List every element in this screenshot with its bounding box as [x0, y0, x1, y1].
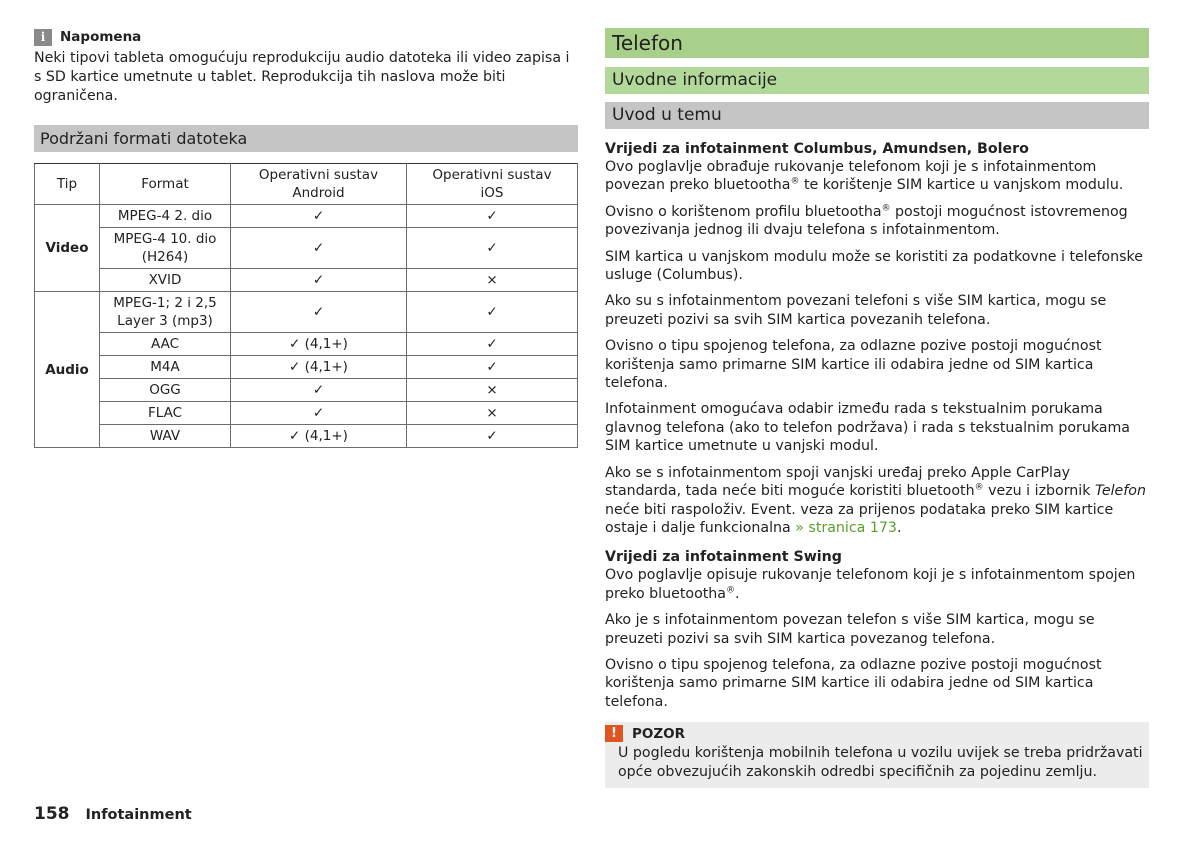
format-cell: WAV — [100, 425, 231, 448]
table-row — [35, 205, 578, 228]
paragraph: Ovisno o tipu spojenog telefona, za odlazne pozive postoji mogućnost korištenja samo primarne SIM kartice ili odabira jedne od SIM kartica telefona. — [605, 656, 1102, 710]
format-cell: OGG — [100, 379, 231, 402]
table-row — [35, 269, 578, 292]
table-header-row — [35, 164, 578, 205]
text: Ovo poglavlje opisuje rukovanje telefonom koji je s infotainmentom spojen preko bluetootha — [605, 567, 1136, 602]
warning-header — [605, 724, 1149, 743]
paragraph: Ako su s infotainmentom povezani telefoni s više SIM kartica, mogu se preuzeti pozivi sa svih SIM kartica povezanih telefona. — [605, 293, 1107, 328]
ios-cell: ✓ — [407, 333, 578, 356]
table-row — [35, 292, 578, 333]
warning-icon: ! — [605, 725, 623, 742]
paragraph: SIM kartica u vanjskom modulu može se koristiti za podatkovne i telefonske usluge (Columbus). — [605, 248, 1143, 284]
registered-mark: ® — [726, 584, 735, 595]
footer-label: Infotainment — [85, 807, 192, 823]
type-cell-audio: Audio — [35, 292, 100, 448]
section-title: Uvodne informacije — [605, 67, 1149, 94]
paragraph — [605, 158, 1149, 195]
ios-cell: × — [407, 402, 578, 425]
android-cell: ✓ — [231, 379, 407, 402]
header-android-label: Operativni sustav Android — [258, 167, 379, 201]
chapter-title: Telefon — [605, 28, 1149, 58]
header-ios-label: Operativni sustav iOS — [432, 167, 552, 201]
warning-text: U pogledu korištenja mobilnih telefona u vozilu uvijek se treba pridržavati opće obvezujućih zakonskih odredbi specifičnih za pojedinu zemlju. — [618, 745, 1143, 781]
ios-cell: × — [407, 379, 578, 402]
paragraph: Ovisno o tipu spojenog telefona, za odlazne pozive postoji mogućnost korištenja samo primarne SIM kartice ili odabira jedne od SIM kartica telefona. — [605, 338, 1102, 392]
header-format: Format — [100, 164, 231, 205]
left-column — [34, 28, 578, 448]
type-cell-video: Video — [35, 205, 100, 292]
format-cell: XVID — [100, 269, 231, 292]
text: Ako se s infotainmentom spoji vanjski uređaj preko Apple CarPlay standarda, tada neće biti moguće koristiti bluetooth — [605, 464, 1071, 500]
formats-heading: Podržani formati datoteka — [34, 125, 578, 152]
table-row — [35, 402, 578, 425]
subsection-title: Uvod u temu — [605, 102, 1149, 129]
format-text: MPEG-1; 2 i 2,5 Layer 3 (mp3) — [113, 295, 217, 329]
android-cell: ✓ — [231, 228, 407, 269]
header-android — [231, 164, 407, 205]
applies-to-swing: Vrijedi za infotainment Swing — [605, 549, 842, 566]
applies-to-columbus: Vrijedi za infotainment Columbus, Amundsen, Bolero — [605, 141, 1029, 157]
android-cell: ✓ — [231, 292, 407, 333]
registered-mark: ® — [881, 203, 891, 214]
text: Ovisno o korištenom profilu bluetootha — [605, 203, 882, 220]
ios-cell: ✓ — [407, 292, 578, 333]
text: Ovo poglavlje obrađuje rukovanje telefonom koji je s infotainmentom povezan preko bluetootha — [605, 159, 1097, 194]
android-cell: ✓ (4,1+) — [231, 425, 407, 448]
info-icon: i — [34, 29, 52, 46]
header-ios — [407, 164, 578, 205]
android-cell: ✓ (4,1+) — [231, 356, 407, 379]
paragraph — [605, 464, 1149, 538]
text: neće biti raspoloživ. Event. veza za prijenos podataka preko SIM kartice ostaje i dalje funkcionalna — [605, 501, 1114, 536]
paragraph — [605, 566, 1149, 603]
format-cell: FLAC — [100, 402, 231, 425]
note-box — [34, 28, 578, 106]
table-row — [35, 379, 578, 402]
android-cell: ✓ — [231, 269, 407, 292]
warning-title: POZOR — [632, 725, 686, 742]
format-cell: MPEG-4 2. dio — [100, 205, 231, 228]
paragraph: Ako je s infotainmentom povezan telefon s više SIM kartica, mogu se preuzeti pozivi sa svih SIM kartica povezanog telefona. — [605, 612, 1095, 647]
format-cell: M4A — [100, 356, 231, 379]
ios-cell: ✓ — [407, 356, 578, 379]
text: postoji mogućnost istovremenog povezivanja jednog ili dvaju telefona s infotainmentom. — [605, 203, 1128, 239]
ios-cell: ✓ — [407, 228, 578, 269]
text: vezu i izbornik — [983, 483, 1095, 500]
format-cell: AAC — [100, 333, 231, 356]
android-cell: ✓ — [231, 402, 407, 425]
format-cell — [100, 292, 231, 333]
table-row — [35, 228, 578, 269]
page-number: 158 — [34, 804, 70, 824]
note-header — [34, 28, 578, 46]
registered-mark: ® — [974, 482, 984, 493]
menu-name: Telefon — [1094, 483, 1146, 500]
warning-box — [605, 722, 1149, 788]
format-text: MPEG-4 10. dio (H264) — [113, 231, 217, 265]
format-cell — [100, 228, 231, 269]
android-cell: ✓ (4,1+) — [231, 333, 407, 356]
text: . — [735, 585, 740, 602]
table-row — [35, 356, 578, 379]
right-column — [605, 28, 1149, 788]
note-title: Napomena — [60, 29, 142, 45]
page-footer — [34, 804, 192, 824]
table-row — [35, 425, 578, 448]
ios-cell: ✓ — [407, 425, 578, 448]
note-text: Neki tipovi tableta omogućuju reprodukciju audio datoteka ili video zapisa i s SD kartice umetnute u tablet. Reprodukcija tih naslova može biti ograničena. — [34, 50, 570, 104]
formats-table — [34, 163, 578, 448]
page-reference-link[interactable]: » stranica 173 — [795, 519, 897, 536]
header-tip: Tip — [35, 164, 100, 205]
android-cell: ✓ — [231, 205, 407, 228]
registered-mark: ® — [790, 176, 800, 187]
table-row — [35, 333, 578, 356]
paragraph — [605, 203, 1149, 240]
text: . — [896, 519, 902, 536]
text: te korištenje SIM kartice u vanjskom modulu. — [799, 177, 1124, 194]
ios-cell: ✓ — [407, 205, 578, 228]
paragraph: Infotainment omogućava odabir između rada s tekstualnim porukama glavnog telefona (ako to telefon podržava) i rada s tekstualnim porukama SIM kartice umetnute u vanjski modul. — [605, 401, 1131, 455]
ios-cell: × — [407, 269, 578, 292]
